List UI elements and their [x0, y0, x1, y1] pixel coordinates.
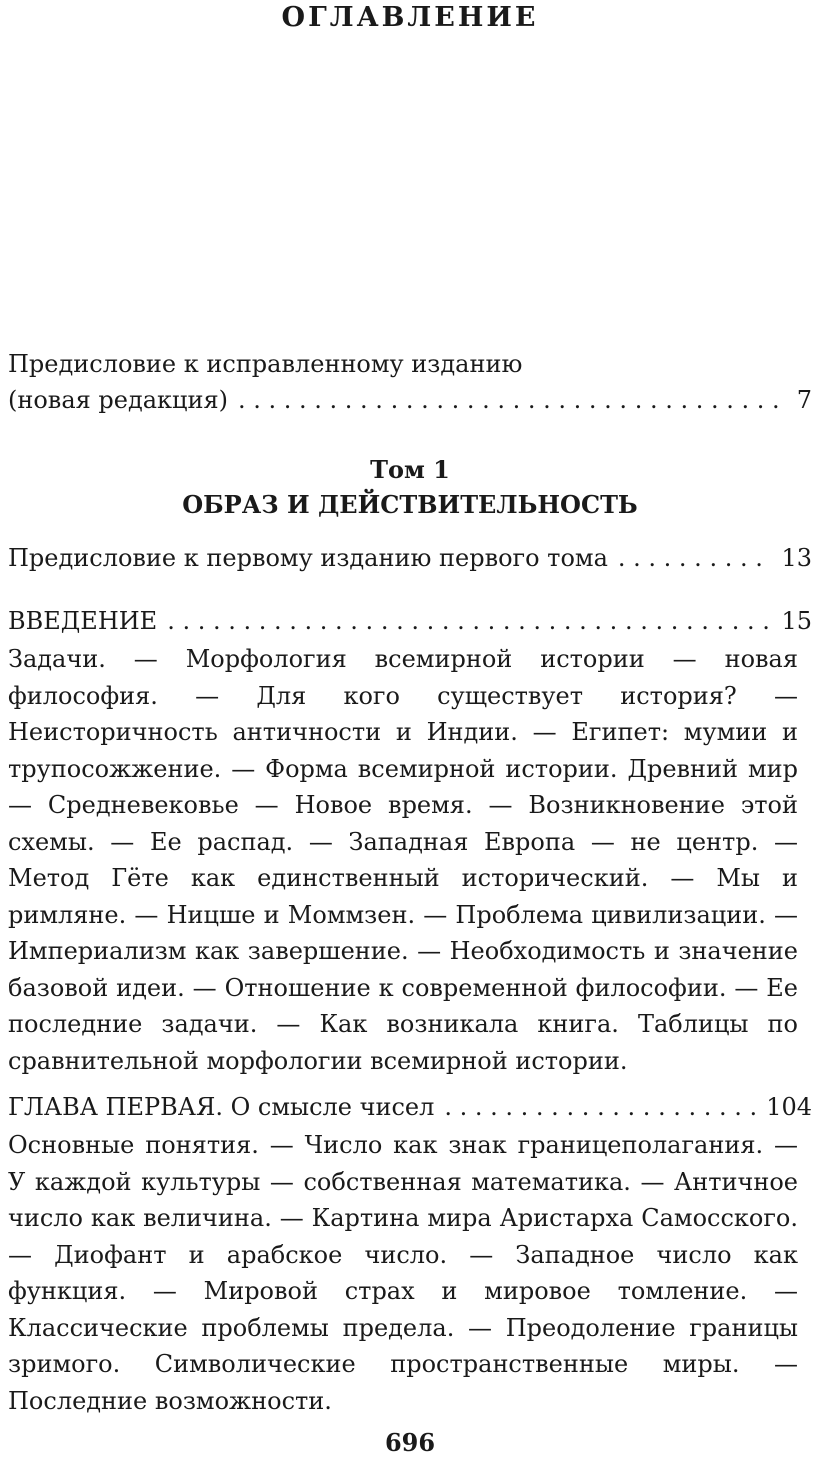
toc-entry-title: ВВЕДЕНИЕ	[8, 607, 158, 635]
toc-entry-chapter-one[interactable]	[8, 1089, 812, 1125]
toc-entry-preface-first[interactable]	[8, 540, 812, 576]
toc-page-number: 104	[766, 1093, 812, 1121]
toc-entry-preface-corrected-line1	[8, 346, 812, 382]
toc-page	[8, 0, 812, 1465]
volume-label: Том 1	[370, 455, 450, 484]
page-number: 696	[384, 1428, 436, 1457]
page-title: ОГЛАВЛЕНИЕ	[281, 2, 539, 33]
toc-page-number: 15	[781, 607, 812, 635]
dot-leader	[444, 1089, 756, 1125]
toc-entry-introduction[interactable]	[8, 603, 812, 639]
toc-entry-title: Предисловие к первому изданию первого тома	[8, 544, 608, 572]
toc-entry-preface-corrected[interactable]	[8, 382, 812, 418]
introduction-summary: Задачи. — Морфология всемирной истории — новая философия. — Для кого существует история? — Неисторичность античности и Индии. — Египет: мумии и трупосожжение. — Форма всемирной истории. Древний мир — Средневековье — Новое время. — Возникновение этой схемы. — Ее распад. — Западная Европа — не центр. — Метод Гёте как единственный исторический. — Мы и римляне. — Ницше и Моммзен. — Проблема цивилизации. — Империализм как завершение. — Необходимость и значение базовой идеи. — Отношение к современной философии. — Ее последние задачи. — Как возникала книга. Таблицы по сравнительной морфологии всемирной истории.	[8, 645, 798, 1075]
dot-leader	[618, 540, 772, 576]
toc-page-number: 13	[781, 544, 812, 572]
chapter-one-summary: Основные понятия. — Число как знак границеполагания. — У каждой культуры — собственная математика. — Античное число как величина. — Картина мира Аристарха Самосского. — Диофант и арабское число. — Западное число как функция. — Мировой страх и мировое томление. — Классические проблемы предела. — Преодоление границы зримого. Символические пространственные миры. — Последние возможности.	[8, 1131, 798, 1415]
volume-title: ОБРАЗ И ДЕЙСТВИТЕЛЬНОСТЬ	[182, 490, 638, 519]
toc-page-number: 7	[796, 386, 812, 414]
dot-leader	[167, 603, 771, 639]
dot-leader	[238, 382, 787, 418]
toc-entry-title: (новая редакция)	[8, 386, 228, 414]
toc-entry-title: ГЛАВА ПЕРВАЯ. О смысле чисел	[8, 1093, 435, 1121]
toc-entry-title: Предисловие к исправленному изданию	[8, 350, 523, 378]
